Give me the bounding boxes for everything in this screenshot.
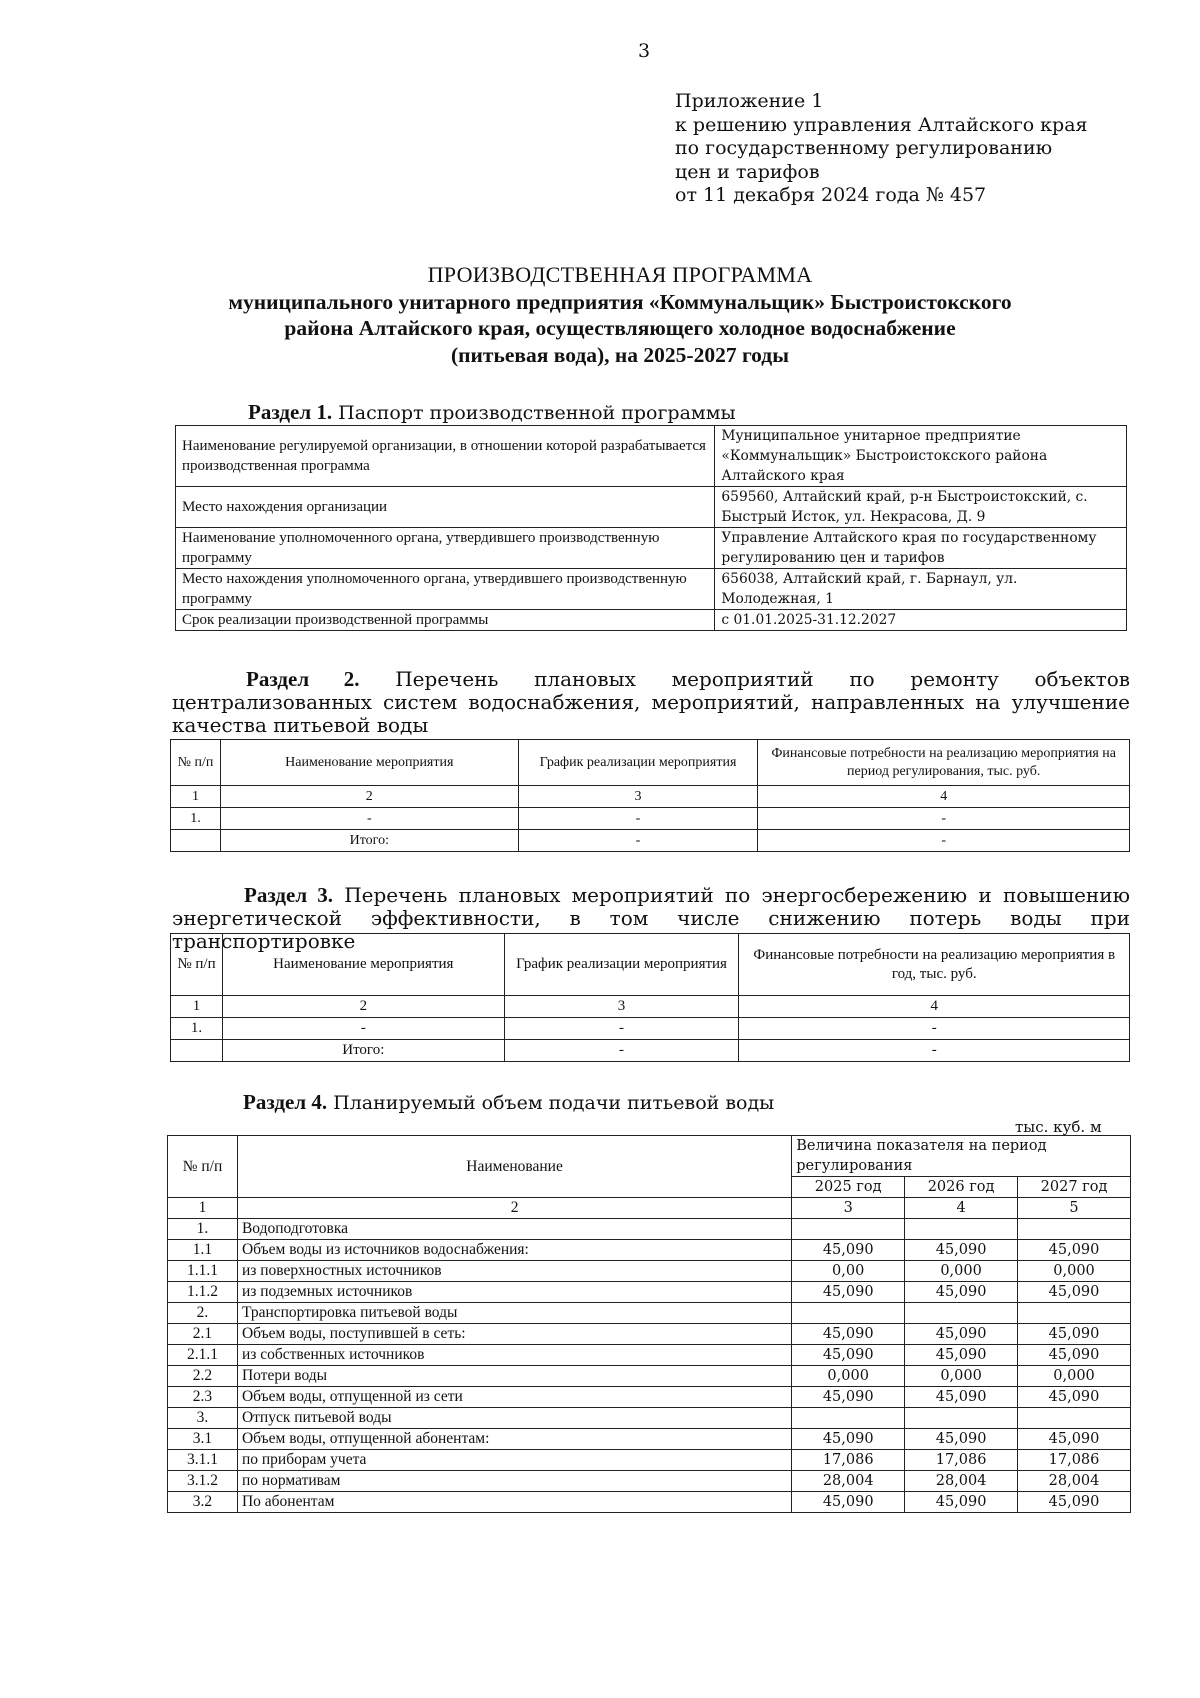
- row-number: 3.: [168, 1408, 238, 1429]
- appendix-line: по государственному регулированию: [675, 137, 1053, 159]
- table-row: [168, 1408, 1131, 1429]
- row-number: 2.2: [168, 1366, 238, 1387]
- total-amount: -: [758, 830, 1130, 852]
- row-number: 1.1: [168, 1240, 238, 1261]
- water-supply-volume-table: [167, 1135, 1131, 1513]
- measure-name: -: [220, 808, 518, 830]
- row-number: 1.1.2: [168, 1282, 238, 1303]
- column-number: 4: [739, 996, 1130, 1018]
- column-header: Величина показателя на период регулирования: [792, 1136, 1131, 1177]
- total-row: [171, 830, 1130, 852]
- passport-label: Место нахождения организации: [176, 487, 715, 528]
- row-number: 2.1.1: [168, 1345, 238, 1366]
- value-2027: 28,004: [1018, 1471, 1131, 1492]
- row-number: 3.2: [168, 1492, 238, 1513]
- value-2027: 45,090: [1018, 1345, 1131, 1366]
- section-label: Раздел 3.: [244, 883, 333, 907]
- column-header: Финансовые потребности на реализацию мероприятия на период регулирования, тыс. руб.: [758, 740, 1130, 786]
- appendix-line: цен и тарифов: [675, 160, 820, 183]
- row-number: 3.1.1: [168, 1450, 238, 1471]
- table-row: [168, 1261, 1131, 1282]
- value-2026: 45,090: [905, 1387, 1018, 1408]
- value-2027: 45,090: [1018, 1387, 1131, 1408]
- section1-heading: [248, 400, 736, 425]
- value-2026: 45,090: [905, 1345, 1018, 1366]
- column-number: 1: [171, 786, 221, 808]
- row-name: по нормативам: [237, 1471, 791, 1492]
- row-name: по приборам учета: [237, 1450, 791, 1471]
- passport-value: 659560, Алтайский край, р-н Быстроистокский, с. Быстрый Исток, ул. Некрасова, Д. 9: [715, 487, 1127, 528]
- value-2027: 45,090: [1018, 1240, 1131, 1261]
- value-2025: 17,086: [792, 1450, 905, 1471]
- value-2027: [1018, 1408, 1131, 1429]
- value-2026: 45,090: [905, 1282, 1018, 1303]
- measure-cost: -: [739, 1018, 1130, 1040]
- row-number: 1.: [171, 1018, 223, 1040]
- passport-label: Срок реализации производственной программы: [176, 610, 715, 631]
- energy-measures-table: [170, 933, 1130, 1062]
- section-label: Раздел 4.: [243, 1090, 328, 1114]
- row-name: Объем воды, отпущенной абонентам:: [237, 1429, 791, 1450]
- table-row: [176, 528, 1127, 569]
- value-2026: 45,090: [905, 1492, 1018, 1513]
- value-2025: [792, 1303, 905, 1324]
- table-row: [168, 1492, 1131, 1513]
- value-2026: [905, 1408, 1018, 1429]
- table-row: [168, 1429, 1131, 1450]
- appendix-header: [675, 90, 1088, 208]
- title-main: ПРОИЗВОДСТВЕННАЯ ПРОГРАММА: [427, 262, 813, 287]
- table-row: [176, 610, 1127, 631]
- column-number: 3: [518, 786, 758, 808]
- measure-name: -: [222, 1018, 504, 1040]
- column-number: 2: [222, 996, 504, 1018]
- section2-heading: [172, 668, 1130, 737]
- value-2026: 28,004: [905, 1471, 1018, 1492]
- table-row: [168, 1324, 1131, 1345]
- row-name: Отпуск питьевой воды: [237, 1408, 791, 1429]
- column-header: Финансовые потребности на реализацию мероприятия в год, тыс. руб.: [739, 934, 1130, 996]
- column-number: 3: [792, 1198, 905, 1219]
- column-number: 1: [168, 1198, 238, 1219]
- value-2025: 45,090: [792, 1324, 905, 1345]
- value-2027: [1018, 1303, 1131, 1324]
- total-label: Итого:: [220, 830, 518, 852]
- column-number: 2: [237, 1198, 791, 1219]
- appendix-line: Приложение 1: [675, 90, 824, 112]
- row-name: Водоподготовка: [237, 1219, 791, 1240]
- title-line: района Алтайского края, осуществляющего холодное водоснабжение: [284, 316, 956, 340]
- passport-label: Наименование уполномоченного органа, утвердившего производственную программу: [176, 528, 715, 569]
- column-number: 3: [504, 996, 739, 1018]
- page-number: 3: [638, 40, 651, 62]
- column-header: № п/п: [168, 1136, 238, 1198]
- row-number: 2.1: [168, 1324, 238, 1345]
- year-header: 2027 год: [1018, 1177, 1131, 1198]
- column-header: № п/п: [171, 740, 221, 786]
- value-2025: 0,000: [792, 1366, 905, 1387]
- total-amount: -: [739, 1040, 1130, 1062]
- column-header: График реализации мероприятия: [518, 740, 758, 786]
- row-name: Транспортировка питьевой воды: [237, 1303, 791, 1324]
- column-number: 4: [758, 786, 1130, 808]
- value-2025: 45,090: [792, 1282, 905, 1303]
- row-name: Объем воды из источников водоснабжения:: [237, 1240, 791, 1261]
- value-2027: 45,090: [1018, 1282, 1131, 1303]
- row-number: 2.: [168, 1303, 238, 1324]
- table-row: [168, 1387, 1131, 1408]
- table-header-row: [171, 740, 1130, 786]
- value-2026: 0,000: [905, 1261, 1018, 1282]
- value-2025: 45,090: [792, 1387, 905, 1408]
- value-2026: [905, 1303, 1018, 1324]
- passport-value: 656038, Алтайский край, г. Барнаул, ул. Молодежная, 1: [715, 569, 1127, 610]
- value-2026: 45,090: [905, 1240, 1018, 1261]
- section4-heading: [243, 1090, 774, 1115]
- row-number: 1.1.1: [168, 1261, 238, 1282]
- value-2027: 17,086: [1018, 1450, 1131, 1471]
- table-row: [168, 1219, 1131, 1240]
- value-2025: [792, 1408, 905, 1429]
- table-row: [168, 1345, 1131, 1366]
- value-2025: 45,090: [792, 1240, 905, 1261]
- table-row: [168, 1240, 1131, 1261]
- value-2025: 28,004: [792, 1471, 905, 1492]
- total-row: [171, 1040, 1130, 1062]
- value-2027: 0,000: [1018, 1366, 1131, 1387]
- row-number: 1.: [168, 1219, 238, 1240]
- passport-label: Место нахождения уполномоченного органа, утвердившего производственную программу: [176, 569, 715, 610]
- column-header: Наименование: [237, 1136, 791, 1198]
- value-2027: [1018, 1219, 1131, 1240]
- table-header-row: [168, 1136, 1131, 1177]
- document-title: [160, 262, 1080, 368]
- total-schedule: -: [504, 1040, 739, 1062]
- section-label: Раздел 2.: [246, 667, 360, 691]
- passport-value: Муниципальное унитарное предприятие «Коммунальщик» Быстроистокского района Алтайского края: [715, 426, 1127, 487]
- column-header: График реализации мероприятия: [504, 934, 739, 996]
- measure-schedule: -: [504, 1018, 739, 1040]
- value-2025: 0,00: [792, 1261, 905, 1282]
- value-2027: 45,090: [1018, 1429, 1131, 1450]
- empty-cell: [171, 830, 221, 852]
- row-number: 1.: [171, 808, 221, 830]
- table-row: [168, 1366, 1131, 1387]
- title-line: (питьевая вода), на 2025-2027 годы: [451, 342, 789, 367]
- value-2025: 45,090: [792, 1429, 905, 1450]
- value-2025: 45,090: [792, 1345, 905, 1366]
- column-header: № п/п: [171, 934, 223, 996]
- table-row: [168, 1450, 1131, 1471]
- row-name: По абонентам: [237, 1492, 791, 1513]
- value-2026: 45,090: [905, 1324, 1018, 1345]
- passport-value: с 01.01.2025-31.12.2027: [715, 610, 1127, 631]
- passport-label: Наименование регулируемой организации, в отношении которой разрабатывается производственная программа: [176, 426, 715, 487]
- value-2026: 0,000: [905, 1366, 1018, 1387]
- table-row: [171, 808, 1130, 830]
- row-name: из поверхностных источников: [237, 1261, 791, 1282]
- section-title: Перечень плановых мероприятий по ремонту объектов централизованных систем водоснабжения, мероприятий, направленных на улучшение качества питьевой воды: [172, 667, 1131, 737]
- title-line: муниципального унитарного предприятия «Коммунальщик» Быстроистокского: [228, 289, 1012, 314]
- year-header: 2026 год: [905, 1177, 1018, 1198]
- column-number: 1: [171, 996, 223, 1018]
- table-row: [168, 1303, 1131, 1324]
- appendix-line: к решению управления Алтайского края: [675, 113, 1088, 136]
- section-title: Планируемый объем подачи питьевой воды: [333, 1092, 775, 1114]
- value-2027: 45,090: [1018, 1324, 1131, 1345]
- value-2027: 45,090: [1018, 1492, 1131, 1513]
- column-number-row: [168, 1198, 1131, 1219]
- row-number: 2.3: [168, 1387, 238, 1408]
- passport-value: Управление Алтайского края по государственному регулированию цен и тарифов: [715, 528, 1127, 569]
- row-name: Потери воды: [237, 1366, 791, 1387]
- section-label: Раздел 1.: [248, 400, 333, 424]
- row-name: из подземных источников: [237, 1282, 791, 1303]
- passport-table: [175, 425, 1127, 631]
- table-row: [168, 1282, 1131, 1303]
- table-header-row: [171, 934, 1130, 996]
- column-number: 2: [220, 786, 518, 808]
- row-number: 3.1: [168, 1429, 238, 1450]
- repair-measures-table: [170, 739, 1130, 852]
- value-2026: 45,090: [905, 1429, 1018, 1450]
- table-row: [176, 487, 1127, 528]
- section-title: Паспорт производственной программы: [338, 402, 736, 424]
- unit-label: тыс. куб. м: [1015, 1118, 1102, 1136]
- appendix-line: от 11 декабря 2024 года № 457: [675, 184, 987, 206]
- row-name: Объем воды, отпущенной из сети: [237, 1387, 791, 1408]
- row-name: Объем воды, поступившей в сеть:: [237, 1324, 791, 1345]
- row-name: из собственных источников: [237, 1345, 791, 1366]
- section-title: Перечень плановых мероприятий по энергосбережению и повышению энергетической эффективности, в том числе снижению потерь воды при транспортировке: [172, 883, 1130, 953]
- column-header: Наименование мероприятия: [220, 740, 518, 786]
- column-number-row: [171, 786, 1130, 808]
- row-number: 3.1.2: [168, 1471, 238, 1492]
- table-row: [176, 426, 1127, 487]
- value-2026: 17,086: [905, 1450, 1018, 1471]
- total-schedule: -: [518, 830, 758, 852]
- year-header: 2025 год: [792, 1177, 905, 1198]
- column-number-row: [171, 996, 1130, 1018]
- value-2027: 0,000: [1018, 1261, 1131, 1282]
- measure-cost: -: [758, 808, 1130, 830]
- value-2025: 45,090: [792, 1492, 905, 1513]
- column-header: Наименование мероприятия: [222, 934, 504, 996]
- value-2026: [905, 1219, 1018, 1240]
- empty-cell: [171, 1040, 223, 1062]
- table-row: [171, 1018, 1130, 1040]
- table-row: [176, 569, 1127, 610]
- measure-schedule: -: [518, 808, 758, 830]
- value-2025: [792, 1219, 905, 1240]
- table-row: [168, 1471, 1131, 1492]
- column-number: 5: [1018, 1198, 1131, 1219]
- column-number: 4: [905, 1198, 1018, 1219]
- total-label: Итого:: [222, 1040, 504, 1062]
